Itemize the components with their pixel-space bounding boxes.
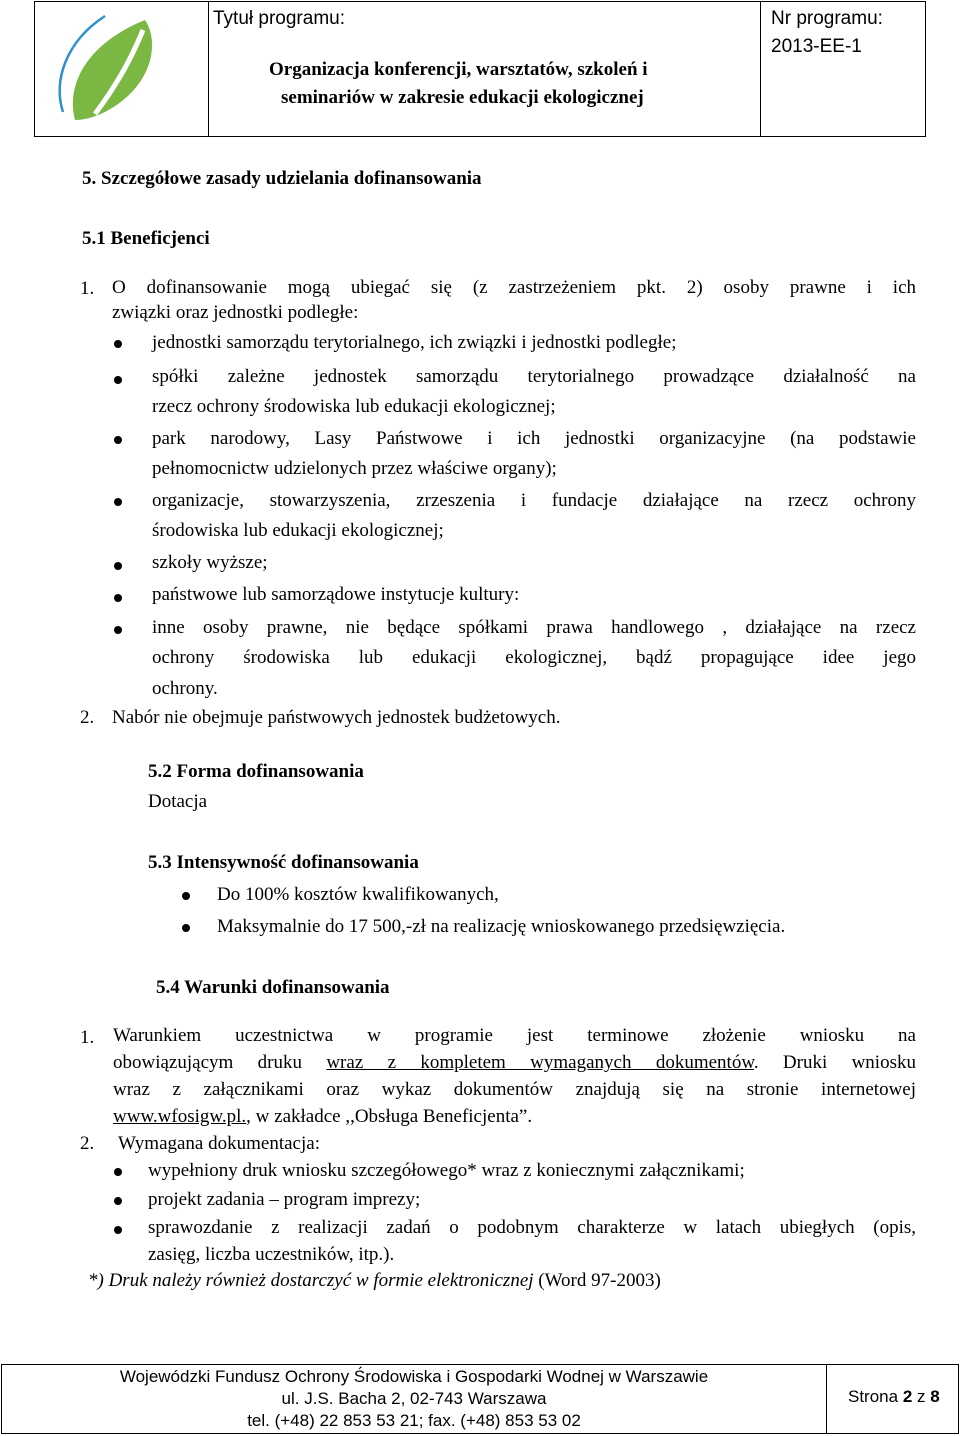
list-item: szkoły wyższe; xyxy=(152,552,268,573)
list-item-line: środowiska lub edukacji ekologicznej; xyxy=(152,520,444,541)
wfosigw-logo xyxy=(35,2,209,136)
condition-1-line3: wraz z załącznikami oraz wykaz dokumentów znajdują się na stronie internetowej xyxy=(113,1079,916,1100)
condition-1-line2 xyxy=(113,1049,916,1076)
bullet-dot xyxy=(182,924,190,932)
logo-cell xyxy=(35,2,209,136)
subsection-forma: 5.2 Forma dofinansowania xyxy=(148,761,364,782)
condition-1-line1: Warunkiem uczestnictwa w programie jest terminowe złożenie wniosku na xyxy=(113,1025,916,1046)
required-documents-link[interactable]: wraz z kompletem wymaganych dokumentów xyxy=(326,1052,754,1073)
footer-address: ul. J.S. Bacha 2, 02-743 Warszawa xyxy=(281,1389,547,1408)
title-label: Tytuł programu: xyxy=(213,8,345,29)
list-item-line: sprawozdanie z realizacji zadań o podobnym charakterze w latach ubiegłych (opis, xyxy=(148,1217,916,1238)
point-2-number: 2. xyxy=(80,707,95,728)
page-number: 2 xyxy=(902,1387,913,1406)
list-item xyxy=(152,362,916,392)
list-item-line: zasięg, liczba uczestników, itp.). xyxy=(148,1244,395,1265)
list-item: projekt zadania – program imprezy; xyxy=(148,1189,421,1210)
condition-1-text-part: obowiązującym druku xyxy=(113,1052,327,1073)
bullet-dot xyxy=(114,340,122,348)
bullet-dot xyxy=(182,892,190,900)
list-item xyxy=(152,613,916,673)
footer-box xyxy=(1,1364,959,1434)
list-item: wypełniony druk wniosku szczegółowego* wraz z koniecznymi załącznikami; xyxy=(148,1160,745,1181)
condition-1-text xyxy=(113,1022,916,1103)
condition-1-number: 1. xyxy=(80,1027,95,1048)
list-item-line: inne osoby prawne, nie będące spółkami prawa handlowego , działające na rzecz xyxy=(152,617,916,638)
bullet-dot xyxy=(114,1197,122,1205)
list-item xyxy=(148,1214,916,1242)
list-item: Do 100% kosztów kwalifikowanych, xyxy=(217,884,499,905)
bullet-dot xyxy=(114,594,122,602)
header-table xyxy=(34,1,926,137)
program-number: 2013-EE-1 xyxy=(771,36,862,57)
program-title-line1: Organizacja konferencji, warsztatów, szkoleń i xyxy=(269,59,648,80)
list-item-line: rzecz ochrony środowiska lub edukacji ekologicznej; xyxy=(152,396,556,417)
bullet-dot xyxy=(114,626,122,634)
program-title-line2: seminariów w zakresie edukacji ekologicznej xyxy=(281,87,644,108)
condition-1-text-part: . Druki wniosku xyxy=(753,1052,916,1073)
condition-1-text-part: , w zakładce ,,Obsługa Beneficjenta”. xyxy=(246,1106,533,1127)
number-label: Nr programu: xyxy=(771,8,883,29)
condition-2-text: Wymagana dokumentacja: xyxy=(118,1133,320,1154)
bullet-dot xyxy=(114,1168,122,1176)
subsection-intensywnosc: 5.3 Intensywność dofinansowania xyxy=(148,852,419,873)
subsection-warunki: 5.4 Warunki dofinansowania xyxy=(156,977,390,998)
list-item: państwowe lub samorządowe instytucje kultury: xyxy=(152,584,520,605)
section-heading: 5. Szczegółowe zasady udzielania dofinansowania xyxy=(82,168,482,189)
point-1-text xyxy=(112,273,916,303)
list-item-line: park narodowy, Lasy Państwowe i ich jednostki organizacyjne (na podstawie xyxy=(152,428,916,449)
list-item-line: pełnomocnictw udzielonych przez właściwe organy); xyxy=(152,458,557,479)
number-cell xyxy=(761,2,925,136)
point-1-line1: O dofinansowanie mogą ubiegać się (z zastrzeżeniem pkt. 2) osoby prawne i ich xyxy=(112,277,916,298)
list-item-line: ochrony. xyxy=(152,678,218,699)
bullet-dot xyxy=(114,376,122,384)
point-1-line2: związki oraz jednostki podległe: xyxy=(112,302,359,323)
list-item-line: spółki zależne jednostek samorządu terytorialnego prowadzące działalność na xyxy=(152,366,916,387)
footnote xyxy=(88,1270,661,1292)
point-1-number: 1. xyxy=(80,278,95,299)
website-link[interactable]: www.wfosigw.pl. xyxy=(113,1106,247,1127)
footer-fund-name: Wojewódzki Fundusz Ochrony Środowiska i Gospodarki Wodnej w Warszawie xyxy=(119,1367,709,1386)
list-item: Maksymalnie do 17 500,-zł na realizację wnioskowanego przedsięwzięcia. xyxy=(217,916,786,937)
page-indicator xyxy=(848,1387,940,1407)
bullet-dot xyxy=(114,562,122,570)
condition-2-number: 2. xyxy=(80,1133,95,1154)
footnote-italic: *) Druk należy również dostarczyć w formie elektronicznej xyxy=(88,1270,534,1291)
footer-phone: tel. (+48) 22 853 53 21; fax. (+48) 853 53 02 xyxy=(247,1411,581,1430)
point-2-text: Nabór nie obejmuje państwowych jednostek budżetowych. xyxy=(112,707,561,728)
list-item xyxy=(152,424,916,454)
page-prefix: Strona xyxy=(848,1387,903,1406)
title-cell xyxy=(209,2,761,136)
bullet-dot xyxy=(114,1226,122,1234)
forma-value: Dotacja xyxy=(148,791,208,812)
condition-1-line4 xyxy=(113,1106,532,1128)
bullet-dot xyxy=(114,498,122,506)
list-item xyxy=(152,486,916,516)
footnote-plain: (Word 97-2003) xyxy=(533,1270,661,1291)
page-separator: z xyxy=(912,1387,931,1406)
list-item: jednostki samorządu terytorialnego, ich związki i jednostki podległe; xyxy=(152,332,677,353)
bullet-dot xyxy=(114,436,122,444)
page-total: 8 xyxy=(930,1387,940,1406)
list-item-line: ochrony środowiska lub edukacji ekologicznej, bądź propagujące idee jego xyxy=(152,647,916,668)
list-item-line: organizacje, stowarzyszenia, zrzeszenia i fundacje działające na rzecz ochrony xyxy=(152,490,916,511)
subsection-beneficjenci: 5.1 Beneficjenci xyxy=(82,228,210,249)
